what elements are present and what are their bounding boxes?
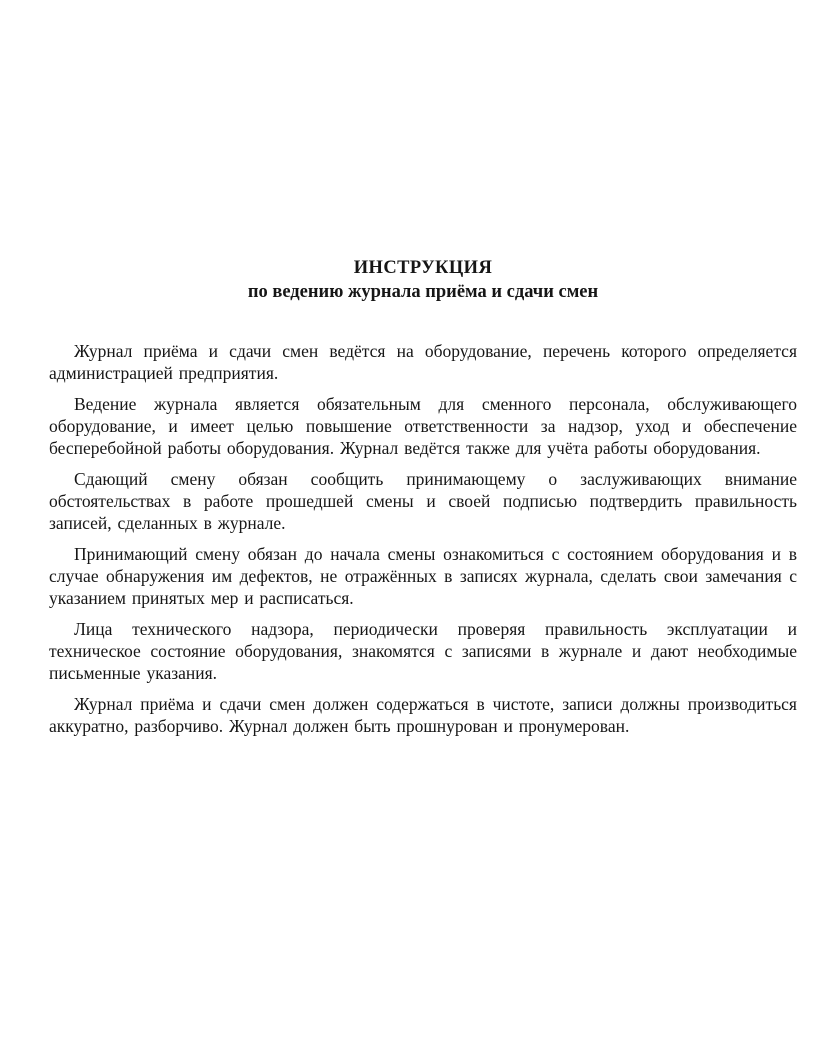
document-title: ИНСТРУКЦИЯ (353, 258, 493, 278)
paragraph: Принимающий смену обязан до начала смены ознакомиться с состоянием оборудования и в случае обнаружения им дефектов, не отражённых в записях журнала, сделать свои замечания с указанием принятых мер и расписаться. (49, 544, 797, 608)
paragraph: Журнал приёма и сдачи смен должен содержаться в чистоте, записи должны производиться аккуратно, разборчиво. Журнал должен быть прошнурован и пронумерован. (49, 694, 797, 736)
instruction-document (49, 256, 797, 746)
paragraph: Журнал приёма и сдачи смен ведётся на оборудование, перечень которого определяется администрацией предприятия. (49, 341, 797, 383)
paragraph: Ведение журнала является обязательным для сменного персонала, обслуживающего оборудование, и имеет целью повышение ответственности за надзор, уход и обеспечение бесперебойной работы оборудования. Журнал ведётся также для учёта работы оборудования. (49, 394, 797, 458)
paragraph: Сдающий смену обязан сообщить принимающему о заслуживающих внимание обстоятельствах в работе прошедшей смены и своей подписью подтвердить правильность записей, сделанных в журнале. (49, 469, 797, 533)
document-body (49, 340, 797, 737)
document-subtitle: по ведению журнала приёма и сдачи смен (247, 282, 599, 302)
paragraph: Лица технического надзора, периодически проверяя правильность эксплуатации и техническое состояние оборудования, знакомятся с записями в журнале и дают необходимые письменные указания. (49, 619, 797, 683)
